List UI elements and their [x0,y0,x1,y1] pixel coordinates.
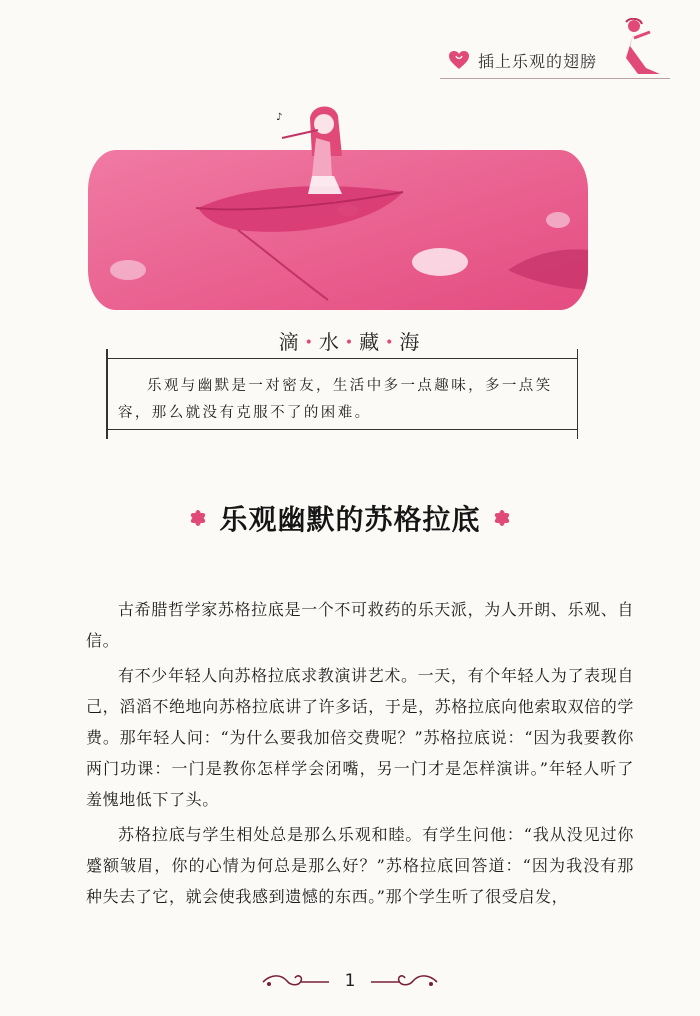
section-dot: • [385,335,396,351]
section-dot: • [304,335,315,351]
section-char: 藏 [359,330,382,354]
heart-icon [448,50,470,70]
section-dot: • [344,335,356,351]
swirl-ornament-icon [369,972,439,990]
article-title-text: 乐观幽默的苏格拉底 [219,503,481,536]
quote-text: 乐观与幽默是一对密友，生活中多一点趣味，多一点笑容，那么就没有克服不了的困难。 [118,378,553,421]
flute-girl-figure [272,98,372,238]
page-footer [0,966,700,996]
section-char: 滴 [278,330,301,354]
body-paragraph: 苏格拉底与学生相处总是那么乐观和睦。有学生问他：“我从没见过你蹙额皱眉，你的心情为何总是那么好？”苏格拉底回答道：“因为我没有那种失去了它，就会使我感到遗憾的东西。”那个学生听了很受启发， [86,825,634,906]
girl-figure-icon [620,18,664,76]
page-number: 1 [344,971,356,991]
running-header [448,44,658,76]
article-body [86,594,634,916]
flower-icon [187,507,209,529]
body-paragraph: 有不少年轻人向苏格拉底求教演讲艺术。一天，有个年轻人为了表现自己，滔滔不绝地向苏格拉底讲了许多话，于是，苏格拉底向他索取双倍的学费。那年轻人问：“为什么要我加倍交费呢？”苏格拉底说：“因为我要教你两门功课：一门是教你怎样学会闭嘴，另一门才是怎样演讲。”年轻人听了羞愧地低下了头。 [86,666,634,809]
section-heading [0,326,700,355]
svg-text:♪: ♪ [276,112,283,123]
header-rule [440,78,670,79]
running-title: 插上乐观的翅膀 [478,51,598,71]
flower-icon [491,507,513,529]
section-char: 海 [399,330,422,354]
quote-left-rule [106,349,108,439]
quote-right-rule [577,349,579,439]
article-title [0,498,700,538]
body-paragraph: 古希腊哲学家苏格拉底是一个不可救药的乐天派，为人开朗、乐观、自信。 [86,600,634,650]
section-char: 水 [318,330,341,354]
swirl-ornament-icon [261,972,331,990]
quote-box [106,358,578,430]
